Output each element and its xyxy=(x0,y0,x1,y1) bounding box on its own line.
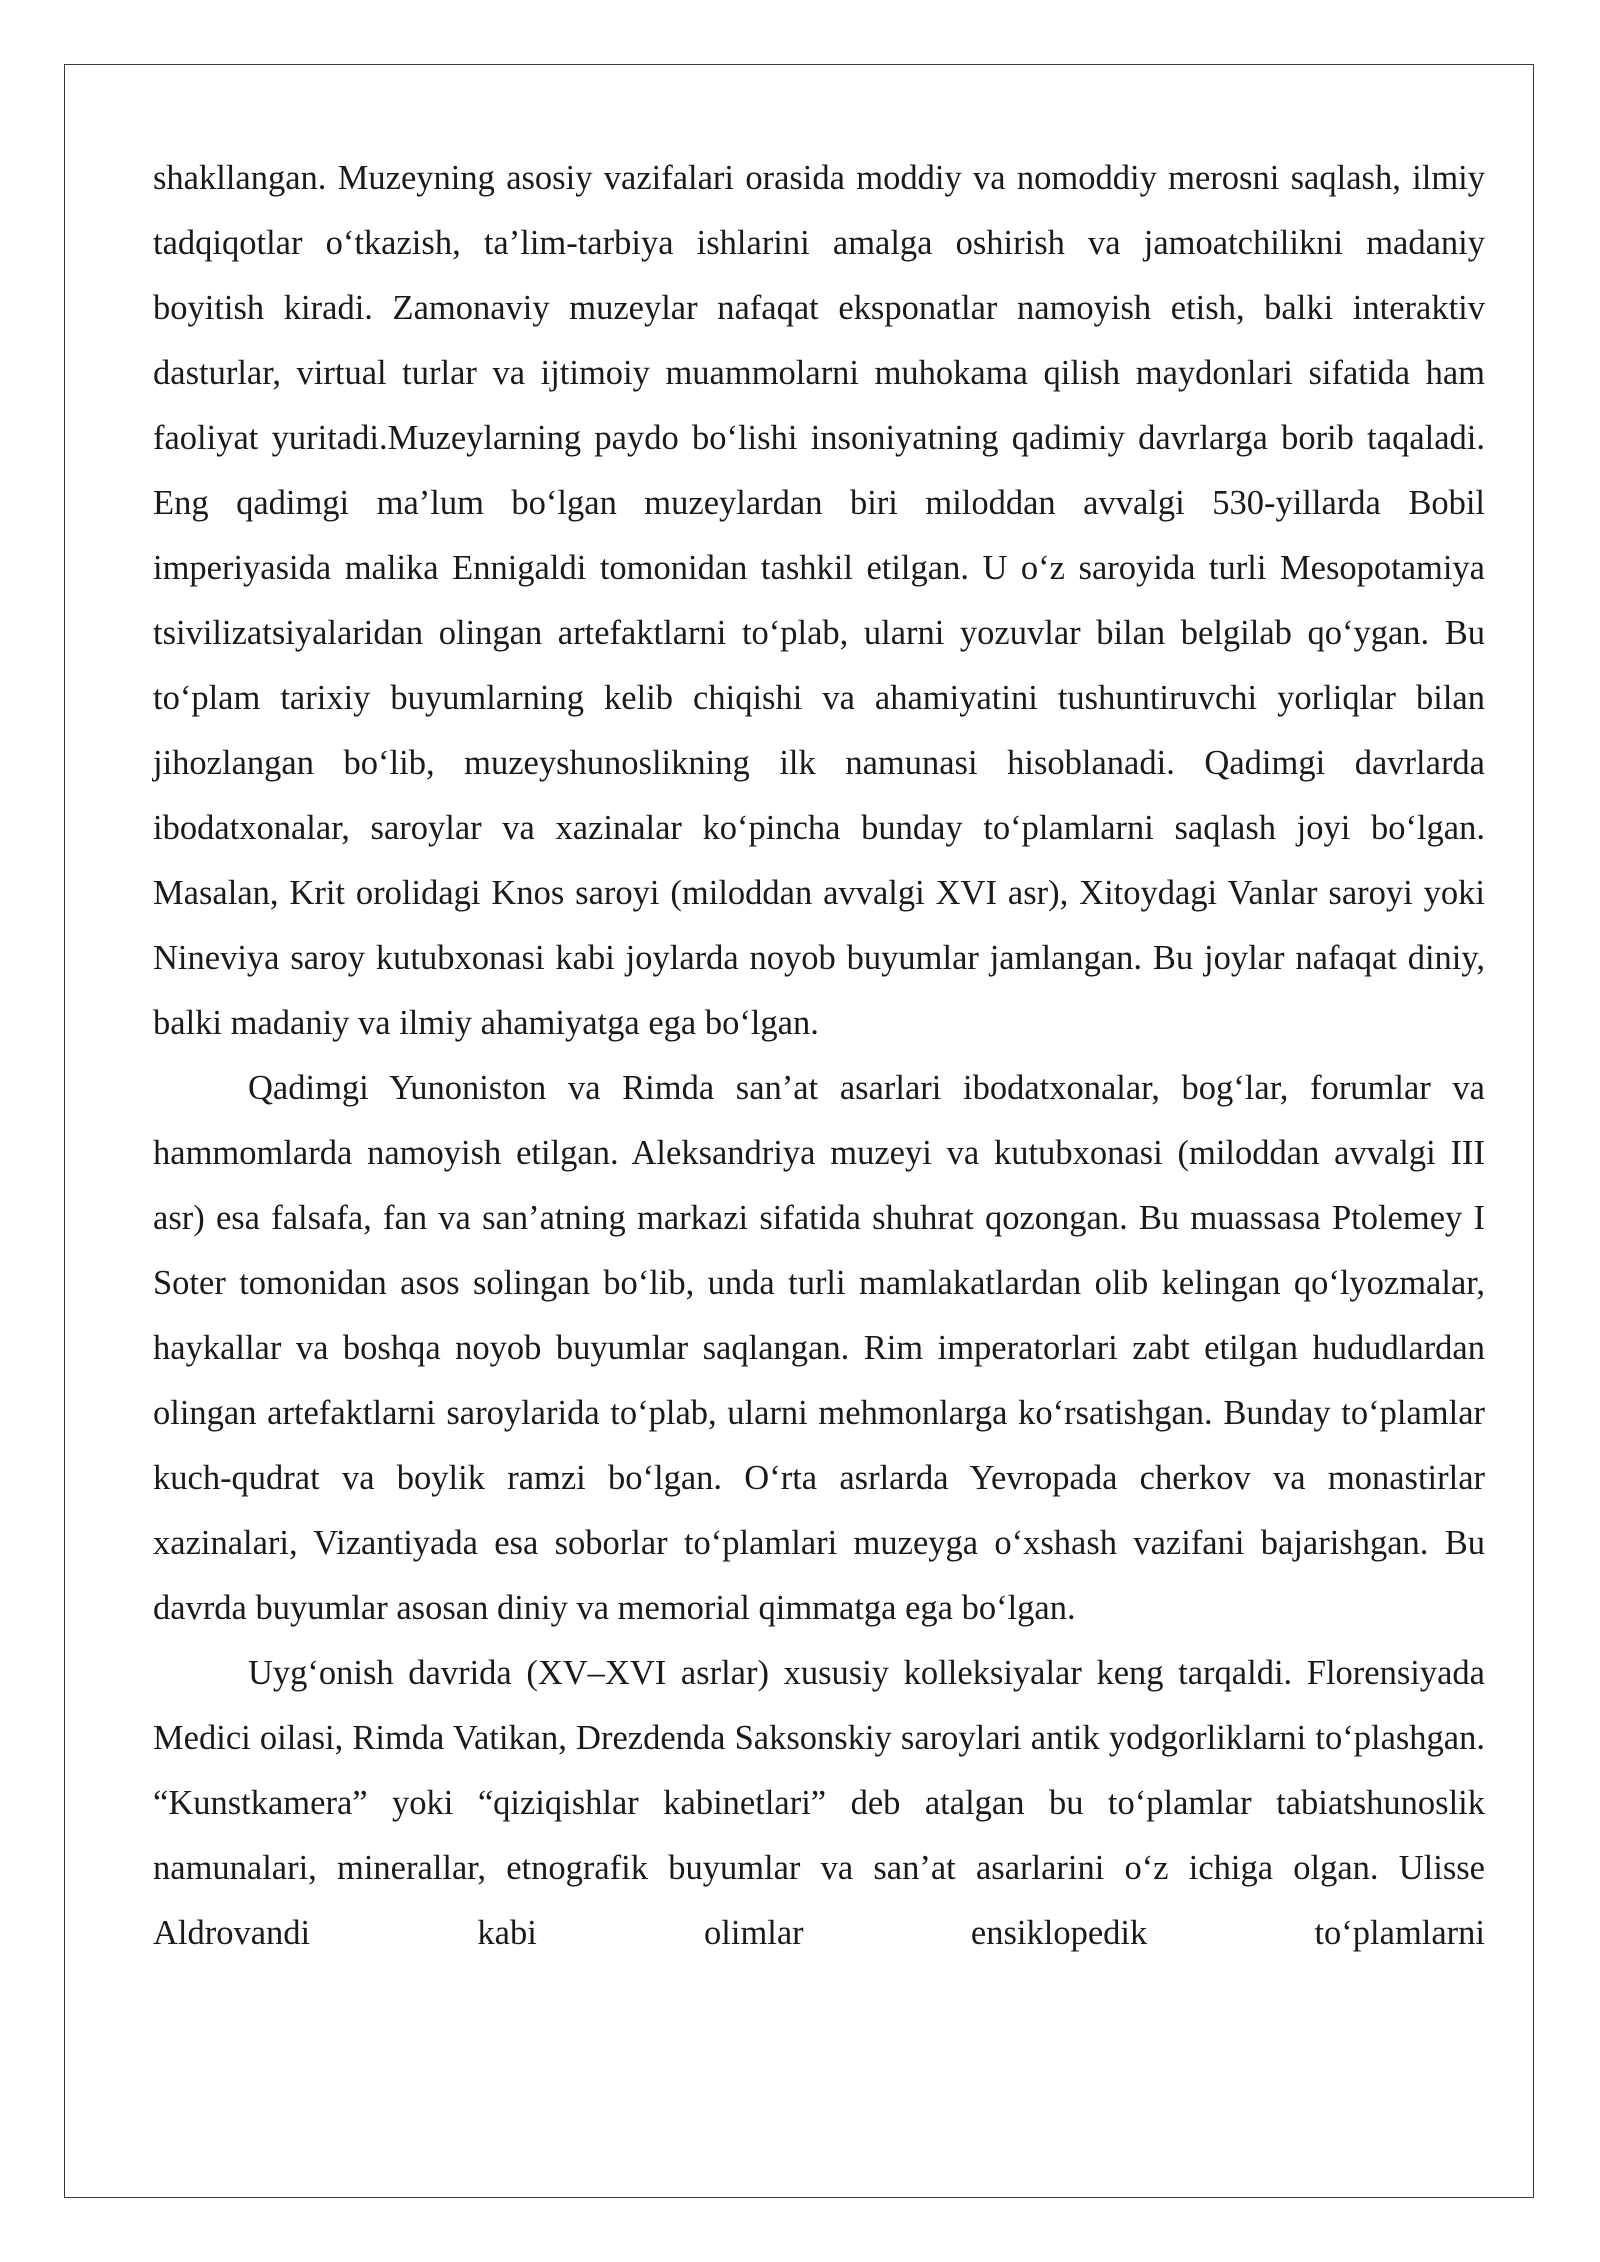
document-body xyxy=(153,146,1485,1966)
paragraph-1: shakllangan. Muzeyning asosiy vazifalari orasida moddiy va nomoddiy merosni saqlash, ilmiy tadqiqotlar o‘tkazish, ta’lim-tarbiya ishlarini amalga oshirish va jamoatchilikni madaniy boyitish kiradi. Zamonaviy muzeylar nafaqat eksponatlar namoyish etish, balki interaktiv dasturlar, virtual turlar va ijtimoiy muammolarni muhokama qilish maydonlari sifatida ham faoliyat yuritadi.Muzeylarning paydo bo‘lishi insoniyatning qadimiy davrlarga borib taqaladi. Eng qadimgi ma’lum bo‘lgan muzeylardan biri miloddan avvalgi 530-yillarda Bobil imperiyasida malika Ennigaldi tomonidan tashkil etilgan. U o‘z saroyida turli Mesopotamiya tsivilizatsiyalaridan olingan artefaktlarni to‘plab, ularni yozuvlar bilan belgilab qo‘ygan. Bu to‘plam tarixiy buyumlarning kelib chiqishi va ahamiyatini tushuntiruvchi yorliqlar bilan jihozlangan bo‘lib, muzeyshunoslikning ilk namunasi hisoblanadi. Qadimgi davrlarda ibodatxonalar, saroylar va xazinalar ko‘pincha bunday to‘plamlarni saqlash joyi bo‘lgan. Masalan, Krit orolidagi Knos saroyi (miloddan avvalgi XVI asr), Xitoydagi Vanlar saroyi yoki Nineviya saroy kutubxonasi kabi joylarda noyob buyumlar jamlangan. Bu joylar nafaqat diniy, balki madaniy va ilmiy ahamiyatga ega bo‘lgan. xyxy=(153,159,1485,1042)
paragraph-2: Qadimgi Yunoniston va Rimda san’at asarlari ibodatxonalar, bog‘lar, forumlar va hammomlarda namoyish etilgan. Aleksandriya muzeyi va kutubxonasi (miloddan avvalgi III asr) esa falsafa, fan va san’atning markazi sifatida shuhrat qozongan. Bu muassasa Ptolemey I Soter tomonidan asos solingan bo‘lib, unda turli mamlakatlardan olib kelingan qo‘lyozmalar, haykallar va boshqa noyob buyumlar saqlangan. Rim imperatorlari zabt etilgan hududlardan olingan artefaktlarni saroylarida to‘plab, ularni mehmonlarga ko‘rsatishgan. Bunday to‘plamlar kuch-qudrat va boylik ramzi bo‘lgan. O‘rta asrlarda Yevropada cherkov va monastirlar xazinalari, Vizantiyada esa soborlar to‘plamlari muzeyga o‘xshash vazifani bajarishgan. Bu davrda buyumlar asosan diniy va memorial qimmatga ega bo‘lgan. xyxy=(153,1069,1485,1627)
paragraph-3: Uyg‘onish davrida (XV–XVI asrlar) xususiy kolleksiyalar keng tarqaldi. Florensiyada Medici oilasi, Rimda Vatikan, Drezdenda Saksonskiy saroylari antik yodgorliklarni to‘plashgan. “Kunstkamera” yoki “qiziqishlar kabinetlari” deb atalgan bu to‘plamlar tabiatshunoslik namunalari, minerallar, etnografik buyumlar va san’at asarlarini o‘z ichiga olgan. Ulisse Aldrovandi kabi olimlar ensiklopedik to‘plamlarni xyxy=(153,1654,1485,1952)
